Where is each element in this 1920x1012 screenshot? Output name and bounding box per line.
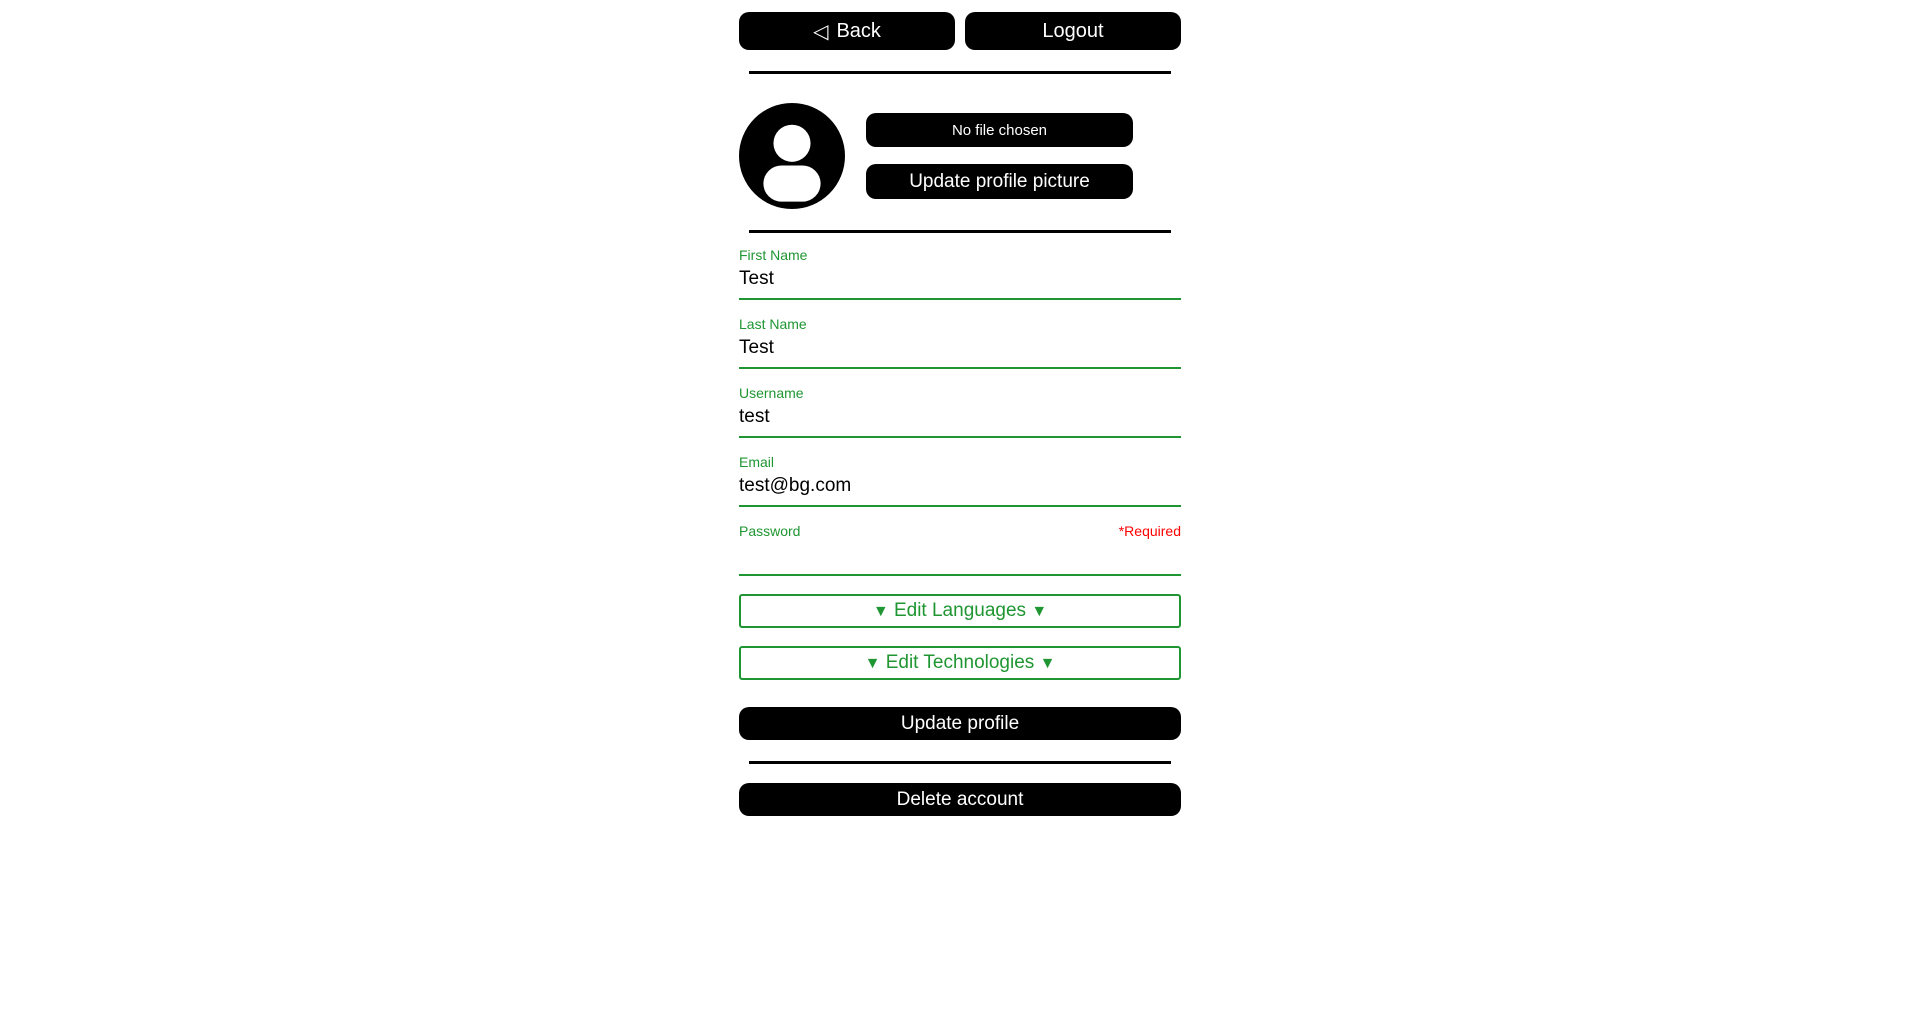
- chevron-down-icon: ▼: [1039, 655, 1056, 672]
- file-input-button[interactable]: No file chosen: [866, 113, 1133, 147]
- edit-languages-button[interactable]: [739, 594, 1181, 628]
- email-input[interactable]: [739, 471, 1181, 507]
- password-input[interactable]: [739, 540, 1181, 576]
- topbar: [739, 12, 1181, 50]
- delete-account-button[interactable]: Delete account: [739, 783, 1181, 816]
- password-required-note: *Required: [1118, 523, 1181, 539]
- update-picture-button[interactable]: Update profile picture: [866, 164, 1133, 199]
- logout-button-label: Logout: [1042, 19, 1104, 42]
- logout-button[interactable]: [965, 12, 1181, 50]
- username-input[interactable]: [739, 402, 1181, 438]
- avatar-section: [739, 103, 1181, 209]
- edit-technologies-button[interactable]: [739, 646, 1181, 680]
- email-label: Email: [739, 454, 775, 470]
- back-button-label: Back: [836, 19, 881, 42]
- last-name-label: Last Name: [739, 316, 807, 332]
- edit-languages-label: Edit Languages: [893, 600, 1027, 621]
- edit-technologies-label: Edit Technologies: [885, 652, 1035, 673]
- update-profile-button[interactable]: Update profile: [739, 707, 1181, 740]
- back-arrow-icon: ◁: [813, 20, 829, 43]
- field-last-name: [739, 316, 1181, 369]
- field-password: [739, 523, 1181, 576]
- username-label: Username: [739, 385, 804, 401]
- profile-form: [739, 247, 1181, 740]
- person-icon: [739, 103, 845, 209]
- first-name-input[interactable]: [739, 264, 1181, 300]
- chevron-down-icon: ▼: [872, 603, 889, 620]
- profile-page: [739, 0, 1181, 816]
- chevron-down-icon: ▼: [864, 655, 881, 672]
- avatar-form-divider: [749, 230, 1171, 233]
- avatar-buttons: [866, 113, 1133, 199]
- field-username: [739, 385, 1181, 438]
- back-button[interactable]: [739, 12, 955, 50]
- danger-zone-divider: [749, 761, 1171, 764]
- last-name-input[interactable]: [739, 333, 1181, 369]
- password-label: Password: [739, 523, 801, 539]
- first-name-label: First Name: [739, 247, 808, 263]
- field-first-name: [739, 247, 1181, 300]
- top-divider: [749, 71, 1171, 74]
- chevron-down-icon: ▼: [1031, 603, 1048, 620]
- field-email: [739, 454, 1181, 507]
- avatar: [739, 103, 845, 209]
